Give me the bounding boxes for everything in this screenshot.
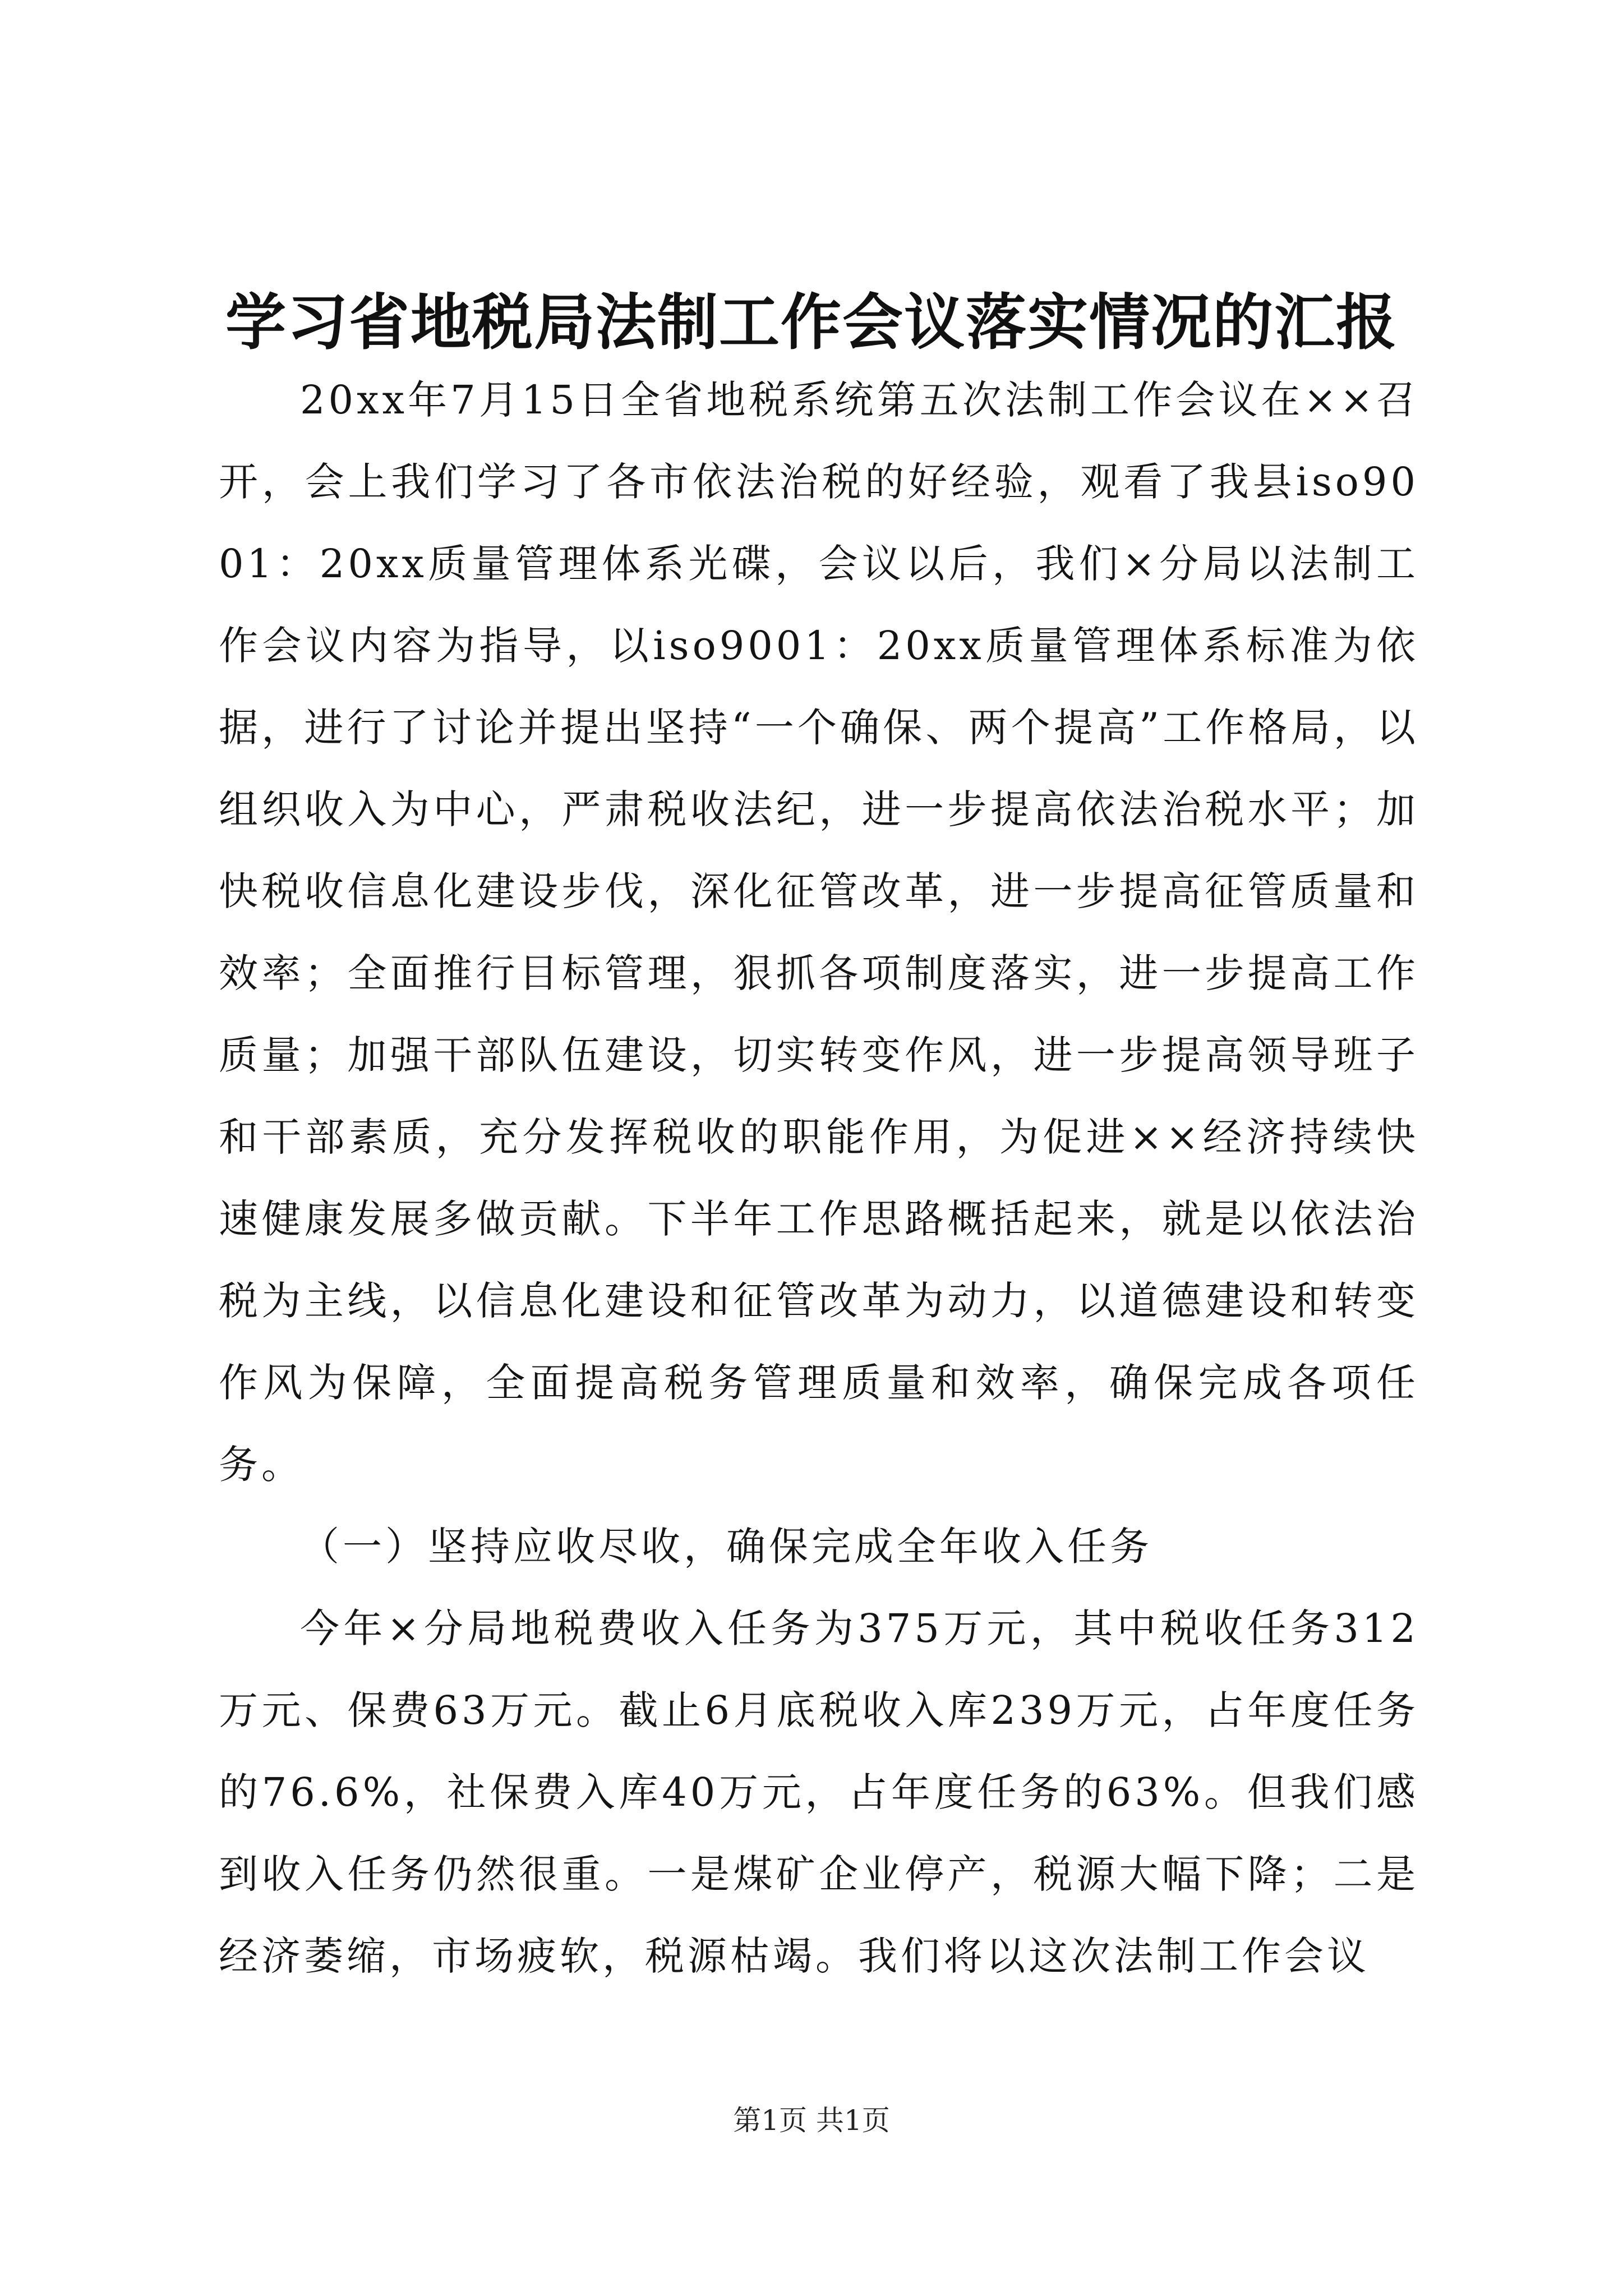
page-footer: 第1页 共1页 bbox=[733, 2104, 890, 2137]
document-body bbox=[219, 359, 1419, 1997]
intro-paragraph: 20xx年7月15日全省地税系统第五次法制工作会议在××召开，会上我们学习了各市依法治税的好经验，观看了我县iso9001：20xx质量管理体系光碟，会议以后，我们×分局以法制工作会议内容为指导，以iso9001：20xx质量管理体系标准为依据，进行了讨论并提出坚持“一个确保、两个提高”工作格局，以组织收入为中心，严肃税收法纪，进一步提高依法治税水平；加快税收信息化建设步伐，深化征管改革，进一步提高征管质量和效率；全面推行目标管理，狠抓各项制度落实，进一步提高工作质量；加强干部队伍建设，切实转变作风，进一步提高领导班子和干部素质，充分发挥税收的职能作用，为促进××经济持续快速健康发展多做贡献。下半年工作思路概括起来，就是以依法治税为主线，以信息化建设和征管改革为动力，以道德建设和转变作风为保障，全面提高税务管理质量和效率，确保完成各项任务。 bbox=[219, 377, 1419, 1488]
section-paragraph: 今年×分局地税费收入任务为375万元，其中税收任务312万元、保费63万元。截止6月底税收入库239万元，占年度任务的76.6%，社保费入库40万元，占年度任务的63%。但我们感到收入任务仍然很重。一是煤矿企业停产，税源大幅下降；二是经济萎缩，市场疲软，税源枯竭。我们将以这次法制工作会议 bbox=[219, 1605, 1419, 1979]
section-heading: （一）坚持应收尽收，确保完成全年收入任务 bbox=[300, 1524, 1152, 1570]
document-title: 学习省地税局法制工作会议落实情况的汇报 bbox=[225, 287, 1398, 358]
